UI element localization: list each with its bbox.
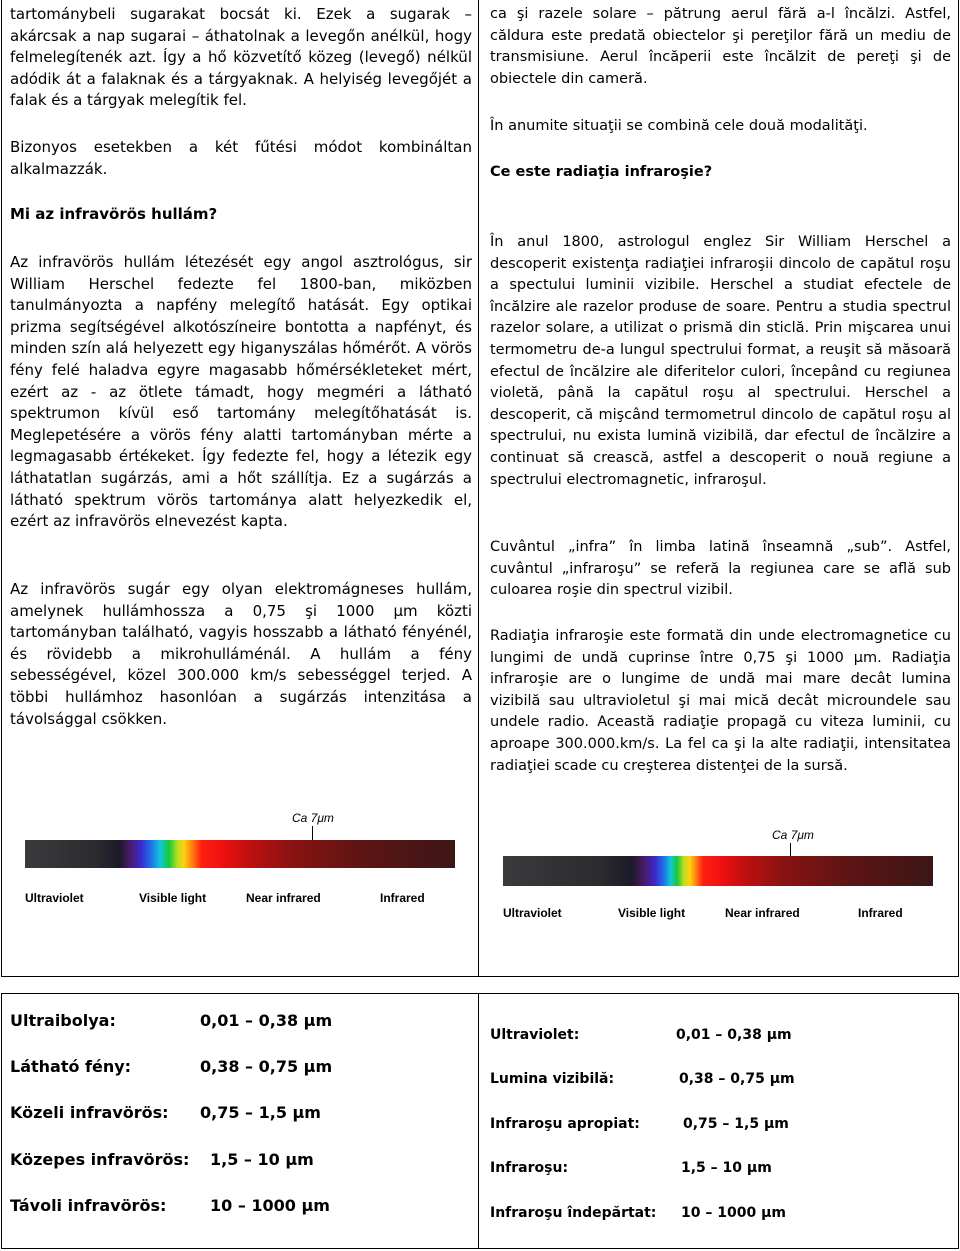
spectrum-label-near-infrared: Near infrared [725,906,800,920]
spectrum-bar [25,840,455,868]
ro-range-label: Infraroşu îndepărtat: [490,1205,657,1221]
hu-range-value: 0,75 – 1,5 μm [200,1103,321,1122]
ro-combined-paragraph: În anumite situaţii se combină cele două modalităţi. [490,118,868,134]
spectrum-label-near-infrared: Near infrared [246,891,321,905]
spectrum-bar [503,856,933,886]
spectrum-label-visible: Visible light [139,891,207,905]
ro-range-label: Infraroşu: [490,1160,569,1176]
ro-range-label: Ultraviolet: [490,1027,580,1043]
hu-range-value: 0,38 – 0,75 μm [200,1057,333,1076]
hu-definition-paragraph: Az infravörös sugár egy olyan elektromágneses hullám, amelynek hullámhossza a 0,75 şi 1000 μm közti tartományban található, vagyis hosszabb a látható fényénél, és rövidebb a mikrohulláménál. A hullám a fény sebességével, közel 300.000 km/s sebességgel terjed. A többi hullámhoz hasonlóan a sugárzás intenzitása a távolsággal csökken. [10,580,472,728]
ro-range-label: Lumina vizibilă: [490,1071,615,1087]
spectrum-label-infrared: Infrared [380,891,425,905]
hu-range-value: 0,01 – 0,38 μm [200,1011,333,1030]
hu-section-heading: Mi az infravörös hullám? [10,205,218,223]
spectrum-label-visible: Visible light [618,906,686,920]
ro-spectrum-figure [478,825,938,925]
hu-range-value: 1,5 – 10 μm [210,1150,314,1169]
hu-spectrum-figure [0,808,460,908]
hu-range-label: Látható fény: [10,1057,132,1076]
hu-range-label: Ultraibolya: [10,1011,116,1030]
spectrum-marker-label: Ca 7μm [292,811,334,825]
ro-definition-paragraph: Radiaţia infraroşie este formată din unde electromagnetice cu lungimi de undă cuprinse între 0,75 şi 1000 μm. Radiaţia infraroşie are o lungime de undă mai mare decât lumina vizibilă sau ultravioletul şi mai mică decât microundele sau undele radio. Această radiaţie propagă cu viteza luminii, cu aproape 300.000.km/s. La fel ca şi la alte radiaţii, intensitatea radiaţiei scade cu creşterea distenţei de la sursă. [490,628,951,774]
hu-range-label: Közeli infravörös: [10,1103,169,1122]
spectrum-label-ultraviolet: Ultraviolet [25,891,84,905]
hu-combined-paragraph: Bizonyos esetekben a két fűtési módot kombináltan alkalmazzák. [10,138,472,178]
ro-range-value: 0,01 – 0,38 μm [676,1027,792,1043]
ro-latin-paragraph: Cuvântul „infra” în limba latină înseamnă „sub”. Astfel, cuvântul „infraroşu” se referă la regiunea care se află sub culoarea roşie din spectrul vizibil. [490,539,951,599]
hu-range-label: Közepes infravörös: [10,1150,190,1169]
spectrum-label-infrared: Infrared [858,906,903,920]
ro-range-label: Infraroşu apropiat: [490,1116,640,1132]
spectrum-label-ultraviolet: Ultraviolet [503,906,562,920]
hu-range-value: 10 – 1000 μm [210,1196,330,1215]
ro-range-value: 10 – 1000 μm [681,1205,786,1221]
spectrum-marker-label: Ca 7μm [772,828,814,842]
hu-history-paragraph: Az infravörös hullám létezését egy angol asztrológus, sir William Herschel fedezte fel 1800-ban, miközben tanulmányozta a napfény melegítő hatását. Egy optikai prizma segítségével alkotószíneire bontotta a napfényt, és minden szín alá helyezett egy higanyszálas hőmérőt. A vörös fény felé haladva egyre magasabb hőmérsékleteket mért, ezért az - az ötlete támadt, hogy megméri a látható spektrumon kívül eső tartomány melegítőhatását is. Meglepetésére a vörös fény alatti tartományban mérte a legmagasabb értékeket. Így fedezte fel, hogy a létezik egy láthatatlan sugárzás, ami a hőt szállítja. Ez a sugárzás a látható spektrum vörös tartománya alatt helyezkedik el, ezért az infravörös elnevezést kapta. [10,253,472,531]
table-column-divider [478,993,479,1249]
hu-intro-paragraph: tartománybeli sugarakat bocsát ki. Ezek a sugarak – akárcsak a nap sugarai – áthatolnak a levegőn anélkül, hogy felmelegítenék azt. Így a hő közvetítő közeg (levegő) nélkül adódik át a falaknak és a tárgyaknak. A helyiség levegőjét a falak és a tárgyak melegítik fel. [10,5,472,110]
hu-range-label: Távoli infravörös: [10,1196,167,1215]
ro-section-heading: Ce este radiaţia infraroşie? [490,164,713,180]
ro-range-value: 1,5 – 10 μm [681,1160,772,1176]
ro-range-value: 0,38 – 0,75 μm [679,1071,795,1087]
ro-range-value: 0,75 – 1,5 μm [683,1116,789,1132]
ro-history-paragraph: În anul 1800, astrologul englez Sir William Herschel a descoperit existenţa radiaţiei infraroşii dincolo de capătul roşu a spectului luminii vizibile. Herschel a studiat efectele de încălzire ale razelor produse de soare. Pentru a studia spectrul razelor solare, a utilizat o prismă din sticlă. Prin mişcarea unui termometru de-a lungul spectrului format, a reuşit să măsoară efectul de încălzire ale diferitelor culori, începând cu regiunea violetă, până la capătul roşu al spectrului. Herschel a descoperit, că mişcând termometrul dincolo de capătul roşu al spectrului, nu exista lumină vizibilă, dar efectul de încălzire a continuat să crească, astfel a descoperit o nouă regiune a spectrului electromagnetic, infraroşul. [490,234,951,488]
ro-intro-paragraph: ca şi razele solare – pătrung aerul fără a-l încălzi. Astfel, căldura este predată obiectelor şi pereţilor fără un mediu de transmisiune. Aerul încăperii este încălzit de pereţi şi de obiectele din cameră. [490,6,951,87]
